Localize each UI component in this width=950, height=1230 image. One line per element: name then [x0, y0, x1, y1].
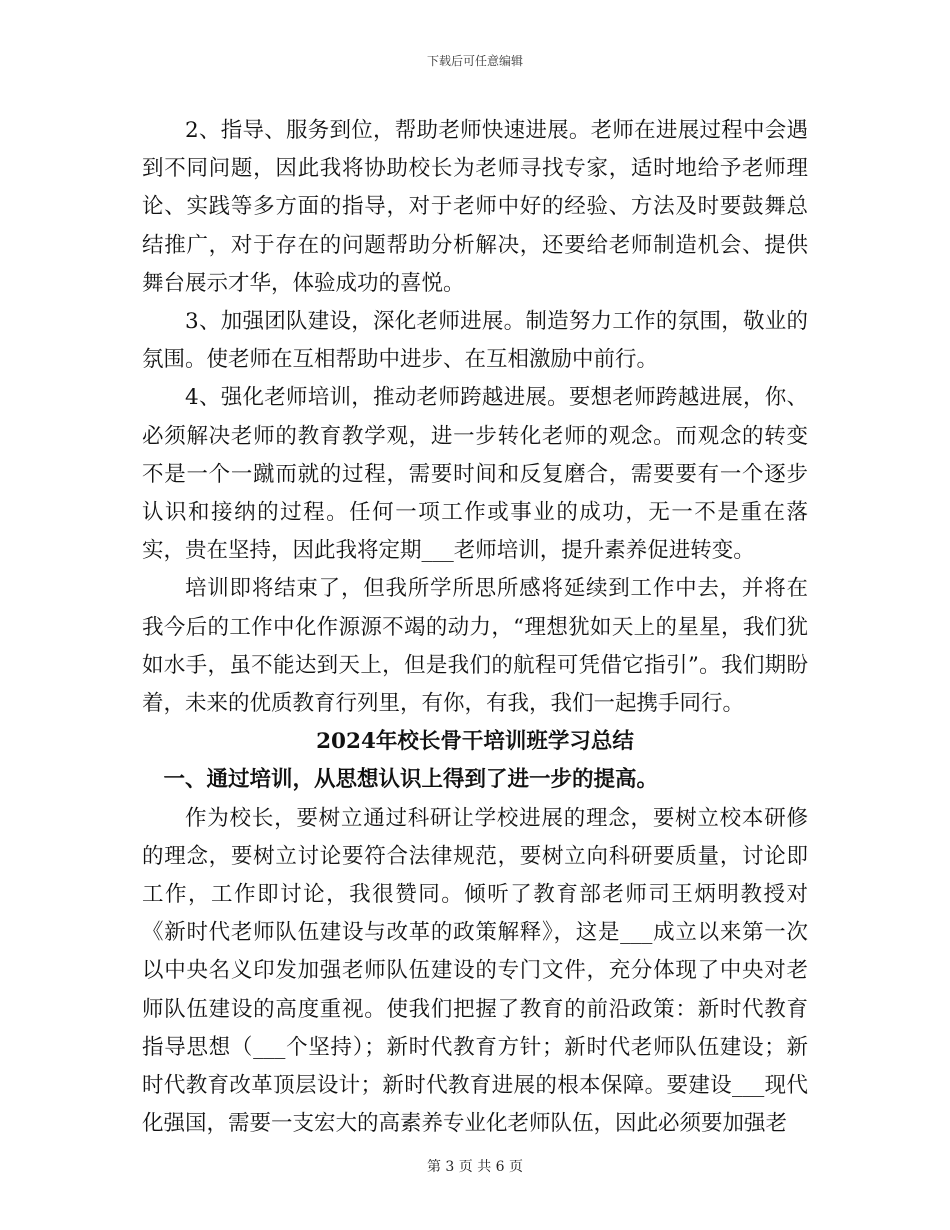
section-title: 2024年校长骨干培训班学习总结	[316, 729, 634, 755]
section-subheading: 一、通过培训，从思想认识上得到了进一步的提高。	[163, 767, 659, 793]
page-header: 下载后可任意编辑	[426, 54, 523, 68]
paragraph-team-building: 3、加强团队建设，深化老师进展。制造努力工作的氛围，敬业的氛围。使老师在互相帮助中进步、在互相激励中前行。	[142, 309, 808, 373]
paragraph-teacher-training: 4、强化老师培训，推动老师跨越进展。要想老师跨越进展，你、必须解决老师的教育教学观，进一步转化老师的观念。而观念的转变不是一个一蹴而就的过程，需要时间和反复磨合，需要要有一个逐步认识和接纳的过程。任何一项工作或事业的成功，无一不是重在落实，贵在坚持，因此我将定期___老师培训，提升素养促进转变。	[142, 385, 808, 564]
paragraph-principal-role: 作为校长，要树立通过科研让学校进展的理念，要树立校本研修的理念，要树立讨论要符合法律规范，要树立向科研要质量，讨论即工作，工作即讨论，我很赞同。倾听了教育部老师司王炳明教授对《新时代老师队伍建设与改革的政策解释》，这是___成立以来第一次以中央名义印发加强老师队伍建设的专门文件，充分体现了中央对老师队伍建设的高度重视。使我们把握了教育的前沿政策：新时代教育指导思想（___个坚持）；新时代教育方针；新时代老师队伍建设；新时代教育改革顶层设计；新时代教育进展的根本保障。要建设___现代化强国，需要一支宏大的高素养专业化老师队伍，因此必须要加强老	[142, 805, 808, 1137]
paragraph-conclusion: 培训即将结束了，但我所学所思所感将延续到工作中去，并将在我今后的工作中化作源源不竭的动力，“理想犹如天上的星星，我们犹如水手，虽不能达到天上，但是我们的航程可凭借它指引”。我们期盼着，未来的优质教育行列里，有你，有我，我们一起携手同行。	[142, 576, 808, 717]
paragraph-guidance: 2、指导、服务到位，帮助老师快速进展。老师在进展过程中会遇到不同问题，因此我将协助校长为老师寻找专家，适时地给予老师理论、实践等多方面的指导，对于老师中好的经验、方法及时要鼓舞总结推广，对于存在的问题帮助分析解决，还要给老师制造机会、提供舞台展示才华，体验成功的喜悦。	[142, 118, 808, 296]
document-body	[142, 112, 808, 1143]
page-footer: 第 3 页 共 6 页	[426, 1159, 524, 1175]
